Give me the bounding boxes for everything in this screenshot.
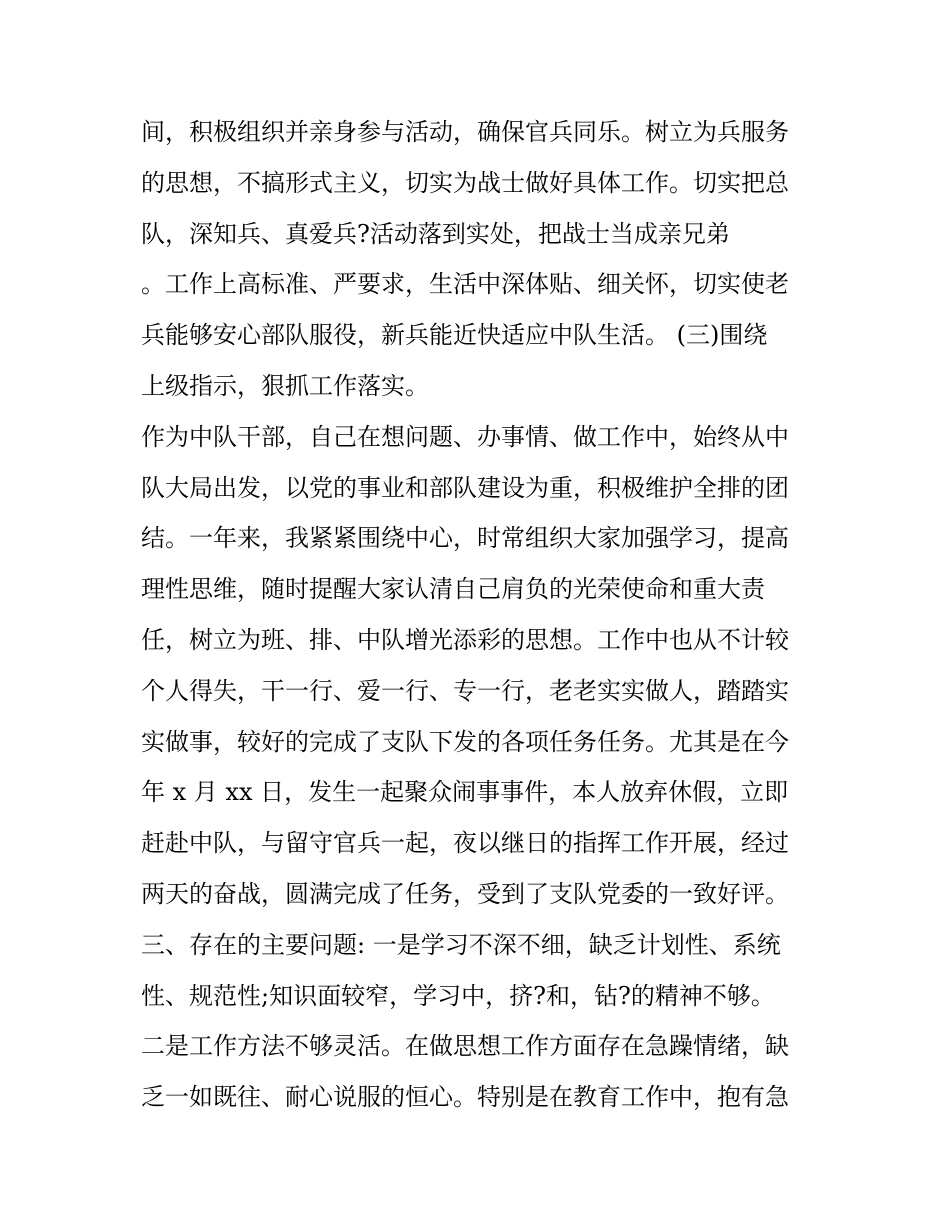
- text-line: 二是工作方法不够灵活。在做思想工作方面存在急躁情绪，缺: [141, 1032, 789, 1061]
- text-line: 实做事，较好的完成了支队下发的各项任务任务。尤其是在今: [141, 727, 789, 756]
- text-line: 队，深知兵、真爱兵?活动落到实处，把战士当成亲兄弟: [141, 219, 730, 248]
- text-line: 三、存在的主要问题: 一是学习不深不细，缺乏计划性、系统: [141, 930, 781, 959]
- text-line: 兵能够安心部队服役，新兵能近快适应中队生活。 (三)围绕: [141, 321, 768, 350]
- text-line: 的思想，不搞形式主义，切实为战士做好具体工作。切实把总: [141, 168, 789, 197]
- text-line: 乏一如既往、耐心说服的恒心。特别是在教育工作中，抱有急: [141, 1083, 789, 1112]
- text-line: 理性思维，随时提醒大家认清自己肩负的光荣使命和重大责: [141, 575, 765, 604]
- text-line: 任，树立为班、排、中队增光添彩的思想。工作中也从不计较: [141, 625, 789, 654]
- text-line: 两天的奋战，圆满完成了任务，受到了支队党委的一致好评。: [141, 879, 789, 908]
- text-line: 赶赴中队，与留守官兵一起，夜以继日的指挥工作开展，经过: [141, 829, 789, 858]
- text-line: 个人得失，干一行、爱一行、专一行，老老实实做人，踏踏实: [141, 676, 789, 705]
- text-line: 。工作上高标准、严要求，生活中深体贴、细关怀，切实使老: [141, 270, 789, 299]
- text-line: 结。一年来，我紧紧围绕中心，时常组织大家加强学习，提高: [141, 524, 789, 553]
- body-text: [141, 107, 821, 1123]
- text-line: 年 x 月 xx 日，发生一起聚众闹事事件，本人放弃休假，立即: [141, 778, 789, 807]
- text-line: 性、规范性;知识面较窄，学习中，挤?和，钻?的精神不够。: [141, 981, 775, 1010]
- text-line: 间，积极组织并亲身参与活动，确保官兵同乐。树立为兵服务: [141, 118, 789, 146]
- text-line: 上级指示，狠抓工作落实。: [141, 371, 429, 400]
- text-line: 作为中队干部，自己在想问题、办事情、做工作中，始终从中: [141, 422, 789, 451]
- text-line: 队大局出发，以党的事业和部队建设为重，积极维护全排的团: [141, 473, 789, 502]
